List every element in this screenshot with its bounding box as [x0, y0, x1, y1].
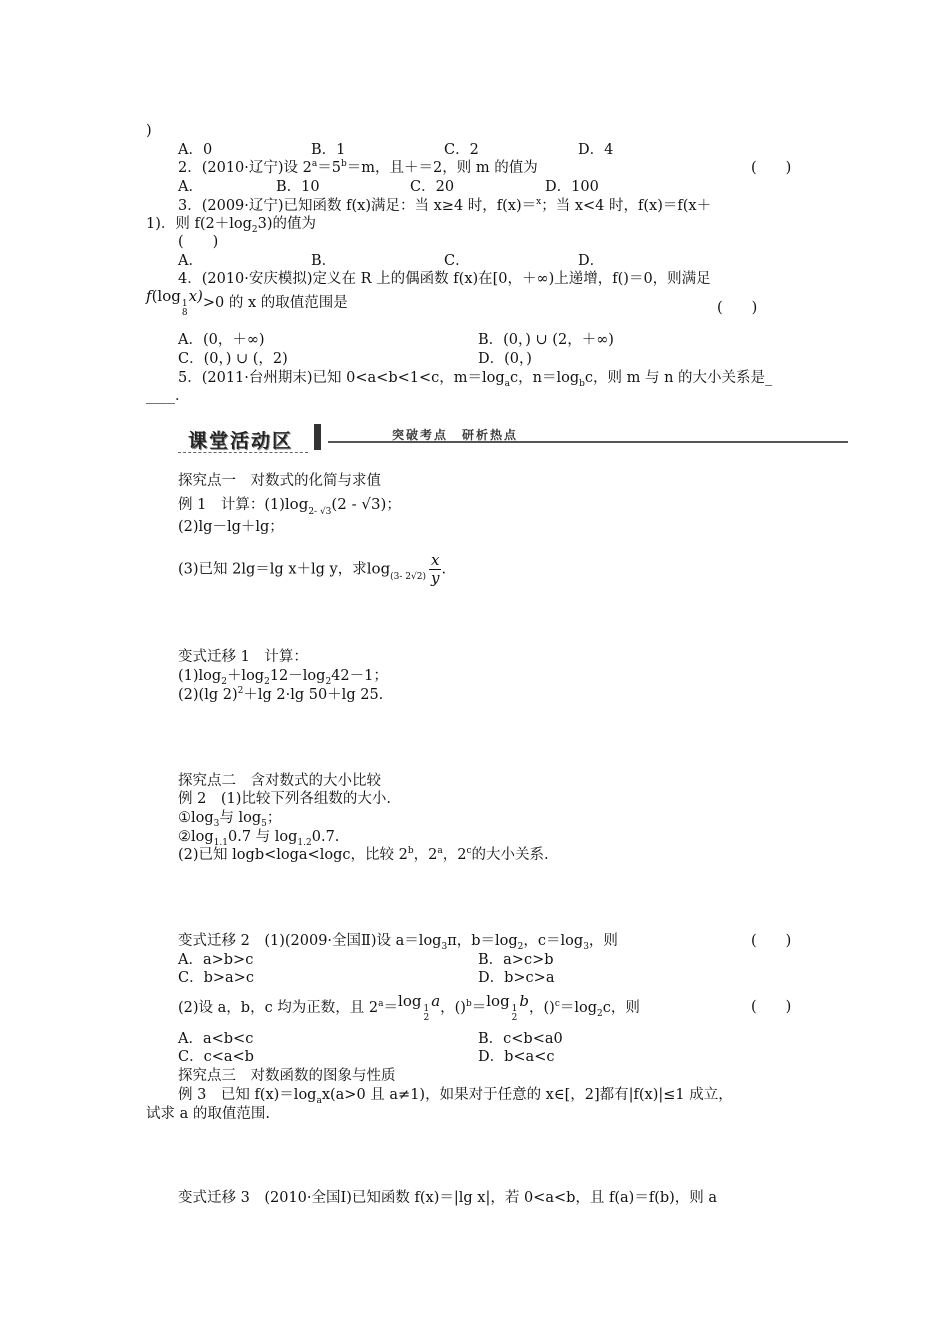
q3-stem-line1: 3．(2009·辽宁)已知函数 f(x)满足：当 x≥4 时，f(x)＝$^x$；当 x<4 时，f(x)＝f(x＋ — [178, 197, 712, 214]
q4-option-b: B．(0，) ∪ (2，＋∞) — [478, 332, 614, 348]
banner-title: 课堂活动区 — [188, 430, 294, 452]
q3-stem-line2: 1)．则 $f(2+\log_23)$的值为 — [146, 216, 317, 235]
sec1-heading: 探究点一 对数式的化简与求值 — [178, 473, 381, 489]
var1-line2: (2)(lg 2)$^2$＋lg 2·lg 50＋lg 25. — [178, 686, 384, 703]
q4-option-c: C．(0，) ∪ (，2) — [178, 351, 288, 367]
q1-option-b: B．1 — [311, 142, 346, 158]
q4-answer-paren: ( ) — [717, 300, 758, 316]
q2-option-c: C．20 — [410, 179, 455, 195]
q2-stem: 2．(2010·辽宁)设 $2^a=5^b=m$，且＋＝2，则 m 的值为 — [178, 159, 538, 176]
ex2-intro: 例 2 (1)比较下列各组数的大小. — [178, 791, 391, 807]
var2-q1-stem: 变式迁移 2 (1)(2009·全国Ⅱ)设 $a=\log_3\pi$，$b=\log_2$，$c=\log_3$，则 — [178, 933, 618, 952]
ex1-part2: (2)lg－lg＋lg； — [178, 519, 284, 535]
q3-option-b: B． — [311, 253, 337, 269]
var2-q2-stem: (2)设 a，b，c 均为正数，且 $2^a=\log$ 1 2 a，()$^b$＝log 1 2 b，$()^c=\log_2c$，则 — [178, 992, 640, 1023]
var2-q1-option-d: D．b>c>a — [478, 970, 555, 986]
q4-stem-line2: f(log 1 8 x)>0 的 x 的取值范围是 — [146, 287, 348, 318]
paren-close: ) — [146, 123, 152, 139]
sec3-heading: 探究点三 对数函数的图象与性质 — [178, 1068, 396, 1084]
q3-option-a: A． — [178, 253, 203, 269]
q4-option-d: D．(0，) — [478, 351, 532, 367]
ex3-line2: 试求 a 的取值范围. — [146, 1106, 270, 1122]
q4-option-a: A．(0，＋∞) — [178, 332, 265, 348]
q1-option-a: A．0 — [178, 142, 213, 158]
ex1-part1: 例 1 计算：$(1)\log_{2- √3}(2 - √3)$； — [178, 495, 401, 517]
ex2-item3: (2)已知 logb<loga<logc，比较 2$^b$，2$^a$，2$^c$的大小关系. — [178, 846, 549, 863]
var2-q1-option-b: B．a>c>b — [478, 952, 554, 968]
q3-option-d: D． — [578, 253, 605, 269]
q2-option-a: A． — [178, 179, 203, 195]
q5-stem: 5．(2011·台州期末)已知 0<a<b<1<c，$m=\log_ac$，$n=\log_bc$，则 m 与 n 的大小关系是_ — [178, 370, 773, 389]
var2-q2-option-b: B．c<b<a0 — [478, 1031, 563, 1047]
section-banner — [178, 422, 848, 462]
var2-q1-option-a: A．a>b>c — [178, 952, 254, 968]
q2-option-d: D．100 — [545, 179, 599, 195]
banner-dash-line — [178, 452, 308, 453]
banner-subtitle: 突破考点 研析热点 — [392, 428, 519, 442]
q3-answer-paren: ( ) — [178, 234, 219, 250]
var2-q2-option-d: D．b<a<c — [478, 1049, 555, 1065]
var2-q2-option-c: C．c<a<b — [178, 1049, 254, 1065]
q1-option-c: C．2 — [444, 142, 479, 158]
q1-option-d: D．4 — [578, 142, 614, 158]
ex3-line1: 例 3 已知 $f(x)=\log_ax(a>0$ 且 a≠1)，如果对于任意的 x∈[，2]都有|f(x)|≤1 成立， — [178, 1087, 733, 1106]
var2-q2-option-a: A．a<b<c — [178, 1031, 254, 1047]
banner-bar — [314, 424, 321, 450]
var1-heading: 变式迁移 1 计算： — [178, 649, 308, 665]
ex2-item2: $②\log_{1.1}0.7$ 与 $\log_{1.2}0.7$. — [178, 829, 340, 848]
sec2-heading: 探究点二 含对数式的大小比较 — [178, 773, 381, 789]
var2-q1-answer-paren: ( ) — [751, 933, 792, 949]
q5-stem-line2: ____． — [146, 388, 190, 404]
ex1-part3: (3)已知 2lg＝lg x＋lg y，求$\log_{(3- 2√2)}$ $\frac{x}{y}$ . — [178, 551, 447, 587]
q4-stem-line1: 4．(2010·安庆模拟)定义在 R 上的偶函数 f(x)在[0，＋∞)上递增，f()＝0，则满足 — [178, 271, 711, 287]
q3-option-c: C． — [444, 253, 470, 269]
var3-stem: 变式迁移 3 (2010·全国Ⅰ)已知函数 f(x)＝|lg x|，若 0<a<b，且 f(a)＝f(b)，则 a — [178, 1190, 718, 1206]
var2-q1-option-c: C．b>a>c — [178, 970, 254, 986]
q2-option-b: B．10 — [276, 179, 320, 195]
var1-line1: $(1)\log_2+\log_212-\log_242-1$； — [178, 668, 388, 687]
ex2-item1: $①\log_3$与 $\log_5$； — [178, 810, 282, 829]
q2-answer-paren: ( ) — [751, 160, 792, 176]
var2-q2-answer-paren: ( ) — [751, 999, 792, 1015]
